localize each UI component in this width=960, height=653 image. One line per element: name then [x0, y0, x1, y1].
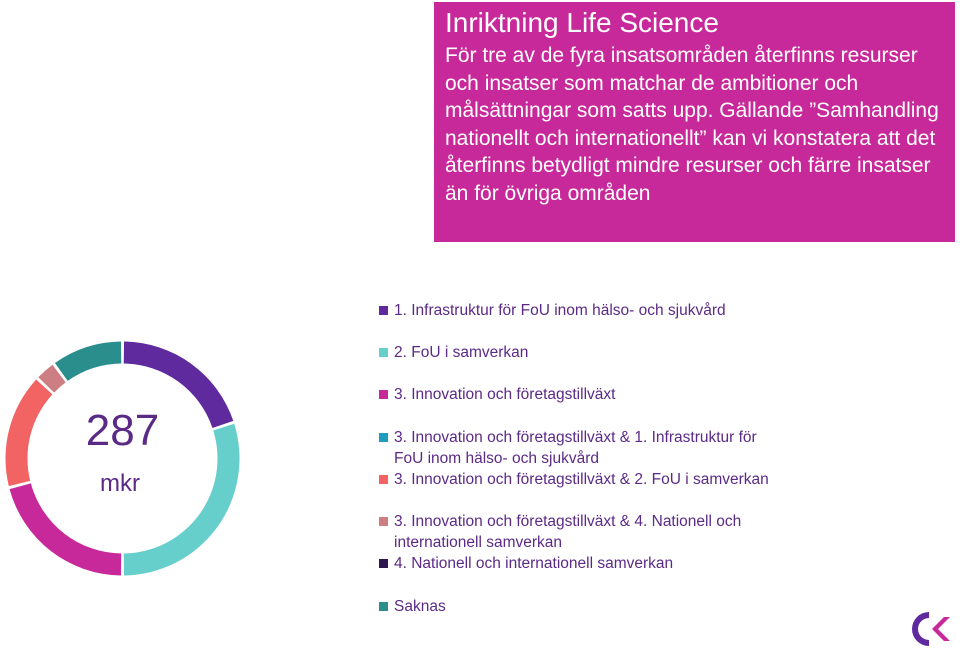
legend-item [379, 596, 779, 617]
legend-item [379, 469, 779, 490]
legend-item [379, 427, 779, 469]
legend-item [379, 553, 779, 574]
header-body: För tre av de fyra insatsområden återfinns resurser och insatser som matchar de ambitioner och målsättningar som satts upp. Gällande ”Samhandling nationellt och internationellt” kan vi konstatera att det återfinns betydligt mindre resurser och färre insatser än för övriga områden [445, 44, 939, 205]
donut-center-value: 287 [85, 406, 160, 455]
legend-swatch [379, 390, 388, 399]
legend-label: 4. Nationell och internationell samverkan [394, 555, 674, 572]
legend-label: 3. Innovation och företagstillväxt [394, 386, 616, 403]
legend-swatch [379, 475, 388, 484]
legend-swatch [379, 348, 388, 357]
legend-swatch [379, 559, 388, 568]
legend-label: 2. FoU i samverkan [394, 344, 529, 361]
donut-svg [0, 336, 245, 581]
legend-item [379, 342, 779, 363]
legend-swatch [379, 602, 388, 611]
legend-label: 3. Innovation och företagstillväxt & 2. FoU i samverkan [394, 471, 769, 488]
legend-item [379, 511, 779, 553]
donut-slice [55, 342, 121, 381]
legend-label: 3. Innovation och företagstillväxt & 4. Nationell och internationell samverkan [394, 513, 742, 551]
legend-label: Saknas [394, 598, 446, 615]
legend-label: 1. Infrastruktur för FoU inom hälso- och sjukvård [394, 302, 726, 319]
header-box [434, 2, 955, 242]
donut-chart [0, 336, 245, 581]
legend-swatch [379, 306, 388, 315]
k-logo-icon [910, 610, 954, 648]
donut-center-unit: mkr [100, 470, 140, 497]
legend-swatch [379, 517, 388, 526]
legend-item [379, 300, 779, 321]
legend-item [379, 384, 779, 405]
header-title: Inriktning Life Science [445, 7, 719, 38]
legend-swatch [379, 433, 388, 442]
legend-label: 3. Innovation och företagstillväxt & 1. Infrastruktur för FoU inom hälso- och sjukvård [394, 429, 757, 467]
